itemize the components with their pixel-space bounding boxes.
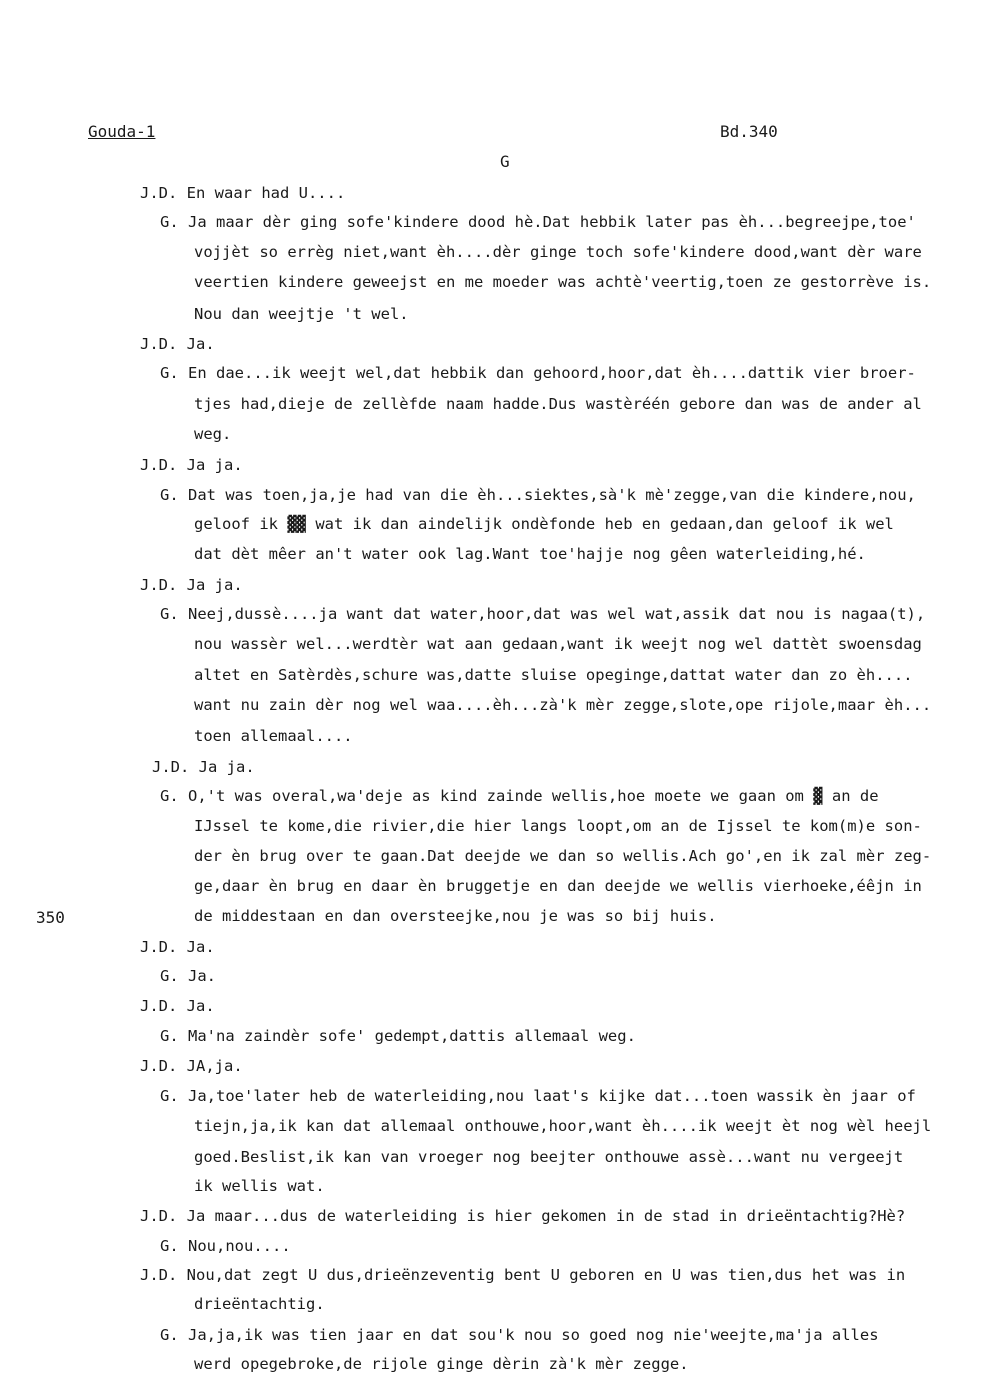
transcript-line: nou wassèr wel...werdtèr wat aan gedaan,want ik weejt nog wel dattèt swoensdag [194, 635, 922, 653]
transcript-line: toen allemaal.... [194, 727, 353, 745]
transcript-line: J.D. Ja. [140, 997, 215, 1015]
transcript-line: J.D. Ja ja. [140, 456, 243, 474]
header-left: Gouda-1 [88, 122, 156, 141]
transcript-line: J.D. Ja maar...dus de waterleiding is hier gekomen in de stad in drieëntachtig?Hè? [140, 1207, 906, 1225]
transcript-line: weg. [194, 425, 232, 443]
transcript-line: G. En dae...ik weejt wel,dat hebbik dan gehoord,hoor,dat èh....dattik vier broer- [160, 364, 916, 382]
transcript-line: J.D. Ja ja. [152, 758, 255, 776]
transcript-line: G. Neej,dussè....ja want dat water,hoor,dat was wel wat,assik dat nou is nagaa(t), [160, 605, 926, 623]
transcript-line: werd opegebroke,de rijole ginge dèrin zà'k mèr zegge. [194, 1355, 689, 1373]
transcript-line: Nou dan weejtje 't wel. [194, 305, 409, 323]
transcript-line: dat dèt mêer an't water ook lag.Want toe'hajje nog gêen waterleiding,hé. [194, 545, 866, 563]
transcript-line: J.D. Nou,dat zegt U dus,drieënzeventig bent U geboren en U was tien,dus het was in [140, 1266, 906, 1284]
transcript-line: G. Nou,nou.... [160, 1237, 291, 1255]
transcript-line: G. Ja,ja,ik was tien jaar en dat sou'k nou so goed nog nie'weejte,ma'ja alles [160, 1326, 879, 1344]
transcript-line: G. Ja. [160, 967, 216, 985]
section-letter: G [500, 152, 510, 171]
margin-number: 350 [36, 908, 65, 927]
transcript-line: altet en Satèrdès,schure was,datte sluise opeginge,dattat water dan zo èh.... [194, 666, 913, 684]
transcript-line: vojjèt so errèg niet,want èh....dèr ginge toch sofe'kindere dood,want dèr ware [194, 243, 922, 261]
transcript-line: tiejn,ja,ik kan dat allemaal onthouwe,hoor,want èh....ik weejt èt nog wèl heejl [194, 1117, 932, 1135]
transcript-line: der èn brug over te gaan.Dat deejde we dan so wellis.Ach go',en ik zal mèr zeg- [194, 847, 932, 865]
transcript-line: ik wellis wat. [194, 1177, 325, 1195]
transcript-line: drieëntachtig. [194, 1295, 325, 1313]
transcript-line: want nu zain dèr nog wel waa....èh...zà'k mèr zegge,slote,ope rijole,maar èh... [194, 696, 932, 714]
transcript-line: J.D. Ja. [140, 938, 215, 956]
transcript-line: ge,daar èn brug en daar èn bruggetje en dan deejde we wellis vierhoeke,éêjn in [194, 877, 922, 895]
transcript-line: G. Ma'na zaindèr sofe' gedempt,dattis allemaal weg. [160, 1027, 636, 1045]
transcript-line: tjes had,dieje de zellèfde naam hadde.Dus wastèréén gebore dan was de ander al [194, 395, 922, 413]
transcript-line: J.D. En waar had U.... [140, 184, 346, 202]
transcript-line: goed.Beslist,ik kan van vroeger nog beejter onthouwe assè...want nu vergeejt [194, 1148, 904, 1166]
transcript-line: IJssel te kome,die rivier,die hier langs loopt,om an de Ijssel te kom(m)e son- [194, 817, 922, 835]
transcript-line: J.D. JA,ja. [140, 1057, 243, 1075]
transcript-line: geloof ik ▓▓ wat ik dan aindelijk ondèfonde heb en gedaan,dan geloof ik wel [194, 515, 894, 533]
transcript-line: G. Ja,toe'later heb de waterleiding,nou laat's kijke dat...toen wassik èn jaar of [160, 1087, 916, 1105]
transcript-line: G. Ja maar dèr ging sofe'kindere dood hè.Dat hebbik later pas èh...begreejpe,toe' [160, 213, 916, 231]
transcript-line: G. Dat was toen,ja,je had van die èh...siektes,sà'k mè'zegge,van die kindere,nou, [160, 486, 916, 504]
transcript-line: J.D. Ja. [140, 335, 215, 353]
transcript-line: G. O,'t was overal,wa'deje as kind zainde wellis,hoe moete we gaan om ▓ an de [160, 787, 879, 805]
header-right: Bd.340 [720, 122, 778, 141]
transcript-line: J.D. Ja ja. [140, 576, 243, 594]
transcript-line: veertien kindere geweejst en me moeder was achtè'veertig,toen ze gestorrève is. [194, 273, 932, 291]
transcript-line: de middestaan en dan oversteejke,nou je was so bij huis. [194, 907, 717, 925]
